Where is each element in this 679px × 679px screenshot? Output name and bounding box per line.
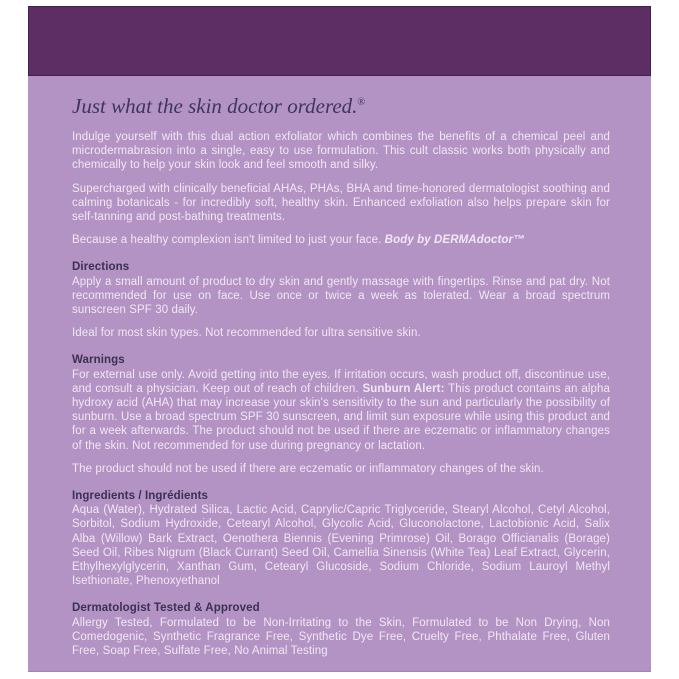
- warnings-paragraph-1: [72, 368, 610, 453]
- registered-trademark-symbol: ®: [357, 97, 366, 108]
- warnings-text-after-alert: This product contains an alpha hydroxy acid (AHA) that may increase your skin's sensitivity to the sun and particularly the possibility of sunburn. Use a broad spectrum SPF 30 sunscreen, and limit sun exposure while using this product and for a week afterwards. The product should not be used if there are eczematic or inflammatory changes of the skin. Not recommended for use during pregnancy or lactation.: [72, 382, 611, 452]
- brand-name: Body by DERMAdoctor™: [384, 234, 525, 247]
- sunburn-alert-label: Sunburn Alert:: [362, 382, 445, 395]
- warnings-heading: Warnings: [72, 354, 125, 367]
- ingredients-list: Aqua (Water), Hydrated Silica, Lactic Acid, Caprylic/Capric Triglyceride, Stearyl Alcohol, Cetyl Alcohol, Sorbitol, Sodium Hydroxide, Cetearyl Alcohol, Glycolic Acid, Gluconolactone, Lactobionic Acid, Salix Alba (Willow) Bark Extract, Oenothera Biennis (Evening Primrose) Oil, Borago Officianalis (Borage) Seed Oil, Ribes Nigrum (Black Currant) Seed Oil, Camellia Sinensis (White Tea) Leaf Extract, Glycerin, Ethylhexylglycerin, Xanthan Gum, Cetearyl Glucoside, Sodium Chloride, Sodium Lauroyl Methyl Isethionate, Phenoxyethanol: [72, 504, 610, 588]
- directions-paragraph-2: Ideal for most skin types. Not recommended for ultra sensitive skin.: [72, 327, 421, 340]
- dermatologist-heading: Dermatologist Tested & Approved: [72, 602, 260, 615]
- directions-paragraph-1: Apply a small amount of product to dry skin and gently massage with fingertips. Rinse and pat dry. Not recommended for use on face. Use once or twice a week as tolerated. Wear a broad spectrum sunscreen SPF 30 daily.: [72, 275, 610, 317]
- warnings-paragraph-2: The product should not be used if there are eczematic or inflammatory changes of the skin.: [72, 462, 544, 475]
- intro-paragraph-2: Supercharged with clinically beneficial AHAs, PHAs, BHA and time-honored dermatologist soothing and calming botanicals - for incredibly soft, healthy skin. Enhanced exfoliation also helps prepare skin for self-tanning and post-bathing treatments.: [72, 182, 610, 224]
- directions-heading: Directions: [72, 261, 130, 274]
- warnings-text-before-alert: For external use only. Avoid getting into the eyes. If irritation occurs, wash product off, discontinue use, and consult a physician. Keep out of reach of children.: [72, 368, 610, 395]
- ingredients-heading: Ingredients / Ingrédients: [72, 490, 209, 503]
- product-label-back-panel: [28, 6, 651, 672]
- label-content: [28, 76, 651, 658]
- dermatologist-claims: Allergy Tested, Formulated to be Non-Irritating to the Skin, Formulated to be Non Drying, Non Comedogenic, Synthetic Fragrance Free, Synthetic Dye Free, Cruelty Free, Phthalate Free, Gluten Free, Soap Free, Sulfate Free, No Animal Testing: [72, 616, 610, 658]
- label-header-band: [28, 6, 651, 76]
- tagline-text: Just what the skin doctor ordered.: [72, 94, 358, 118]
- intro-closing-line: [72, 233, 610, 247]
- brand-tagline: [72, 94, 610, 118]
- intro-paragraph-1: Indulge yourself with this dual action exfoliator which combines the benefits of a chemical peel and microdermabrasion into a single, easy to use formulation. This cult classic works both physically and chemically to help your skin look and feel smooth and silky.: [72, 131, 610, 172]
- closing-prefix: Because a healthy complexion isn't limited to just your face.: [72, 234, 385, 247]
